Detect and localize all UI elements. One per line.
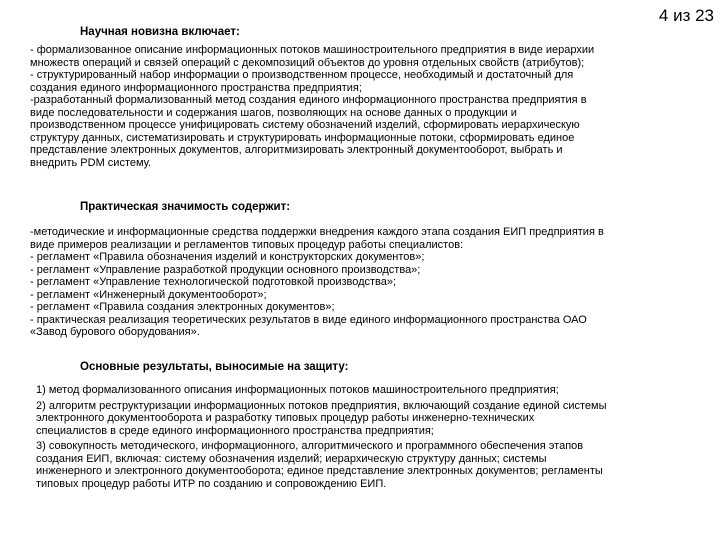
text-line: специалистов в среде единого информационного пространства предприятия; — [36, 424, 434, 437]
text-line: 1) метод формализованного описания информационных потоков машиностроительного предприятия; — [36, 384, 559, 396]
text-line: 2) алгоритм реструктуризации информационных потоков предприятия, включающий создание единой системы — [36, 399, 607, 412]
text-line: - регламент «Инженерный документооборот»; — [30, 288, 267, 301]
text-line: «Завод бурового оборудования». — [30, 326, 200, 338]
results-list — [36, 384, 714, 493]
text-line: производственном процессе унифицировать систему обозначений изделий, сформировать иерархическую — [30, 119, 580, 131]
text-line: - регламент «Управление технологической подготовкой производства»; — [30, 276, 397, 288]
text-line: - регламент «Управление разработкой продукции основного производства»; — [30, 263, 421, 276]
text-line: - практическая реализация теоретических результатов в виде единого информационного пространства ОАО — [30, 313, 587, 326]
text-line: - регламент «Правила обозначения изделий и конструкторских документов»; — [30, 251, 425, 263]
novelty-body — [30, 44, 714, 169]
text-line: -разработанный формализованный метод создания единого информационного пространства предприятия в — [30, 94, 587, 106]
text-line: - регламент «Правила создания электронных документов»; — [30, 301, 335, 313]
text-line: структуру данных, систематизировать и структурировать информационные потоки, сформировать единое — [30, 131, 575, 144]
text-line: типовых процедур работы ИТР по созданию и сопровождению ЕИП. — [36, 477, 387, 490]
significance-heading: Практическая значимость содержит: — [80, 201, 291, 213]
list-item — [36, 400, 714, 438]
text-line: 3) совокупность методического, информационного, алгоритмического и программного обеспечения этапов — [36, 440, 584, 452]
text-line: создания единого информационного пространства предприятия; — [30, 81, 362, 94]
text-line: внедрить PDM систему. — [30, 156, 152, 169]
list-item — [36, 384, 714, 397]
text-line: множеств операций и связей операций с декомпозиций объектов до уровня отдельных свойств (атрибутов); — [30, 56, 585, 69]
results-heading: Основные результаты, выносимые на защиту: — [80, 361, 349, 373]
text-line: электронного документооборота и разработку типовых процедур работы инженерно-технических — [36, 412, 535, 424]
text-line: виде примеров реализации и регламентов типовых процедур работы специалистов: — [30, 238, 464, 251]
significance-body — [30, 226, 714, 339]
text-line: создания ЕИП, включая: систему обозначения изделий; иерархическую структуру данных; системы — [36, 452, 547, 465]
page-number: 4 из 23 — [658, 6, 714, 25]
text-line: представление электронных документов, алгоритмизировать электронный документооборот, выбрать и — [30, 144, 563, 156]
text-line: виде последовательности и содержания шагов, позволяющих на основе данных о продукции и — [30, 106, 517, 119]
text-line: - структурированный набор информации о производственном процессе, необходимый и достаточный для — [30, 69, 574, 81]
text-line: -методические и информационные средства поддержки внедрения каждого этапа создания ЕИП предприятия в — [30, 226, 604, 238]
list-item — [36, 440, 714, 490]
novelty-heading: Научная новизна включает: — [80, 26, 240, 38]
text-line: - формализованное описание информационных потоков машиностроительного предприятия в виде иерархии — [30, 44, 595, 56]
text-line: инженерного и электронного документооборота; единое представление электронных документов; регламенты — [36, 465, 603, 477]
